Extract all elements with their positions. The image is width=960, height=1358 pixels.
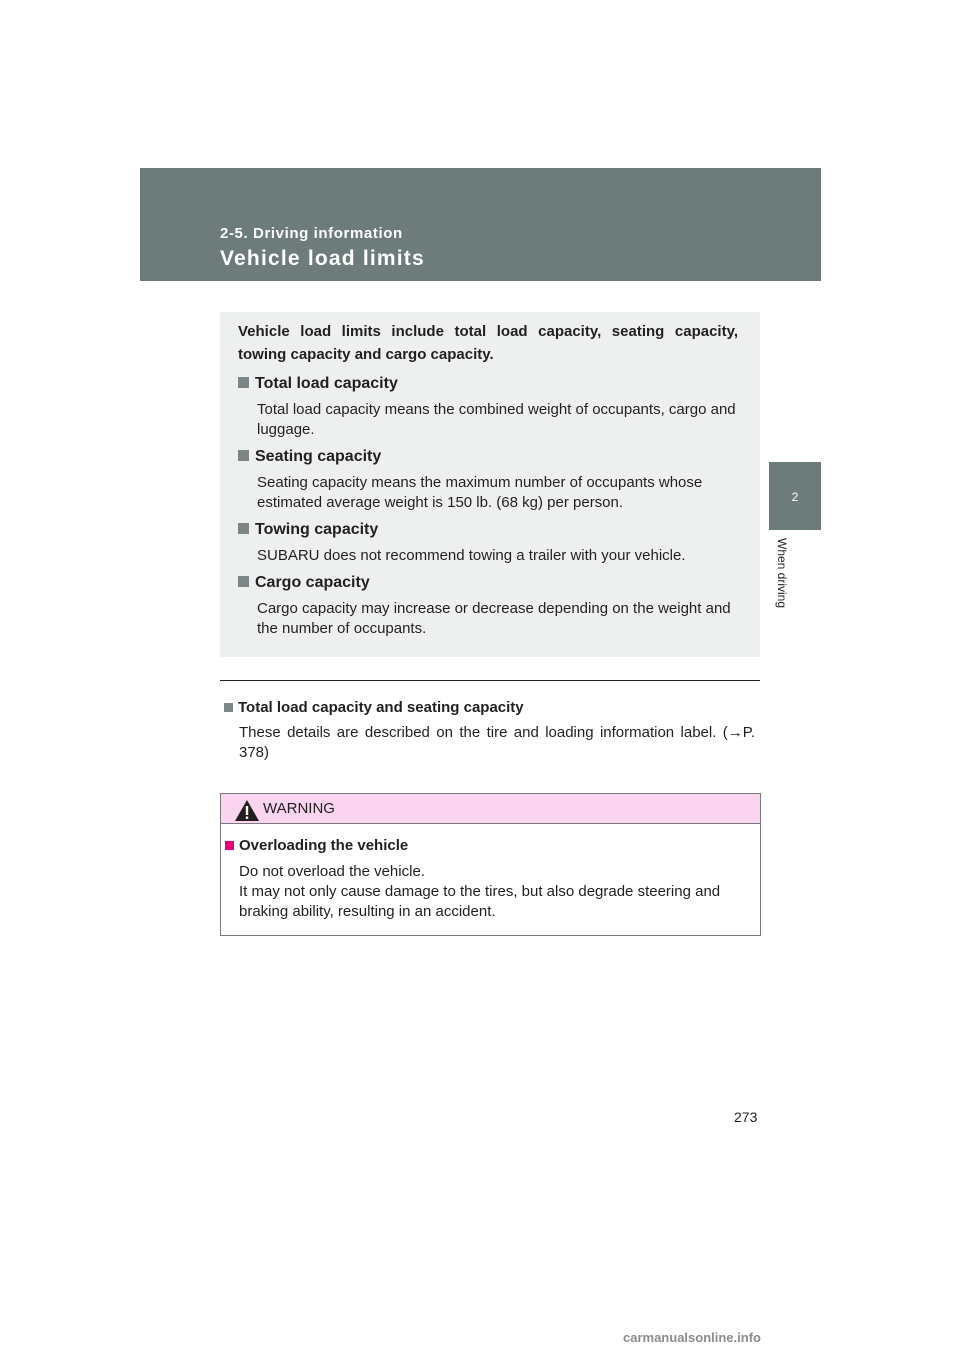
square-bullet-icon: [238, 450, 249, 461]
chapter-label: [772, 538, 792, 628]
note-heading: Total load capacity and seating capacity: [224, 699, 524, 716]
square-bullet-icon: [238, 377, 249, 388]
square-bullet-icon: [238, 576, 249, 587]
watermark: carmanualsonline.info: [623, 1330, 761, 1345]
warning-triangle-icon: [235, 800, 259, 821]
chapter-label-text: When driving: [775, 538, 789, 609]
item-heading: Towing capacity: [238, 521, 378, 539]
warning-label: WARNING: [263, 800, 335, 817]
item-heading: Cargo capacity: [238, 574, 370, 592]
item-body: Total load capacity means the combined weight of occupants, cargo and luggage.: [257, 401, 736, 438]
square-bullet-icon: [225, 841, 234, 850]
item-heading: Seating capacity: [238, 448, 381, 466]
intro-text: Vehicle load limits include total load capacity, seating capacity, towing capacity and cargo capacity.: [238, 323, 738, 363]
info-box: [220, 312, 760, 657]
page-header: [140, 168, 821, 281]
page-number: 273: [734, 1109, 758, 1125]
warning-body: Do not overload the vehicle. It may not only cause damage to the tires, but also degrade steering and braking ability, resulting in an accident.: [239, 863, 721, 920]
warning-header: [221, 794, 760, 824]
section-label: 2-5. Driving information: [220, 225, 403, 242]
item-body: Cargo capacity may increase or decrease depending on the weight and the number of occupants.: [257, 600, 731, 637]
chapter-tab[interactable]: [769, 462, 821, 530]
item-heading: Total load capacity: [238, 375, 398, 393]
divider: [220, 680, 760, 681]
chapter-number: 2: [791, 490, 799, 504]
warning-box: [220, 793, 761, 936]
item-body: SUBARU does not recommend towing a trailer with your vehicle.: [257, 547, 686, 564]
warning-heading: Overloading the vehicle: [225, 837, 408, 854]
page-title: Vehicle load limits: [220, 247, 425, 270]
note-body: These details are described on the tire and loading information label. (→P. 378): [239, 724, 755, 761]
item-body: Seating capacity means the maximum number of occupants whose estimated average weight is 150 lb. (68 kg) per person.: [257, 474, 703, 511]
square-bullet-icon: [238, 523, 249, 534]
square-bullet-icon: [224, 703, 233, 712]
